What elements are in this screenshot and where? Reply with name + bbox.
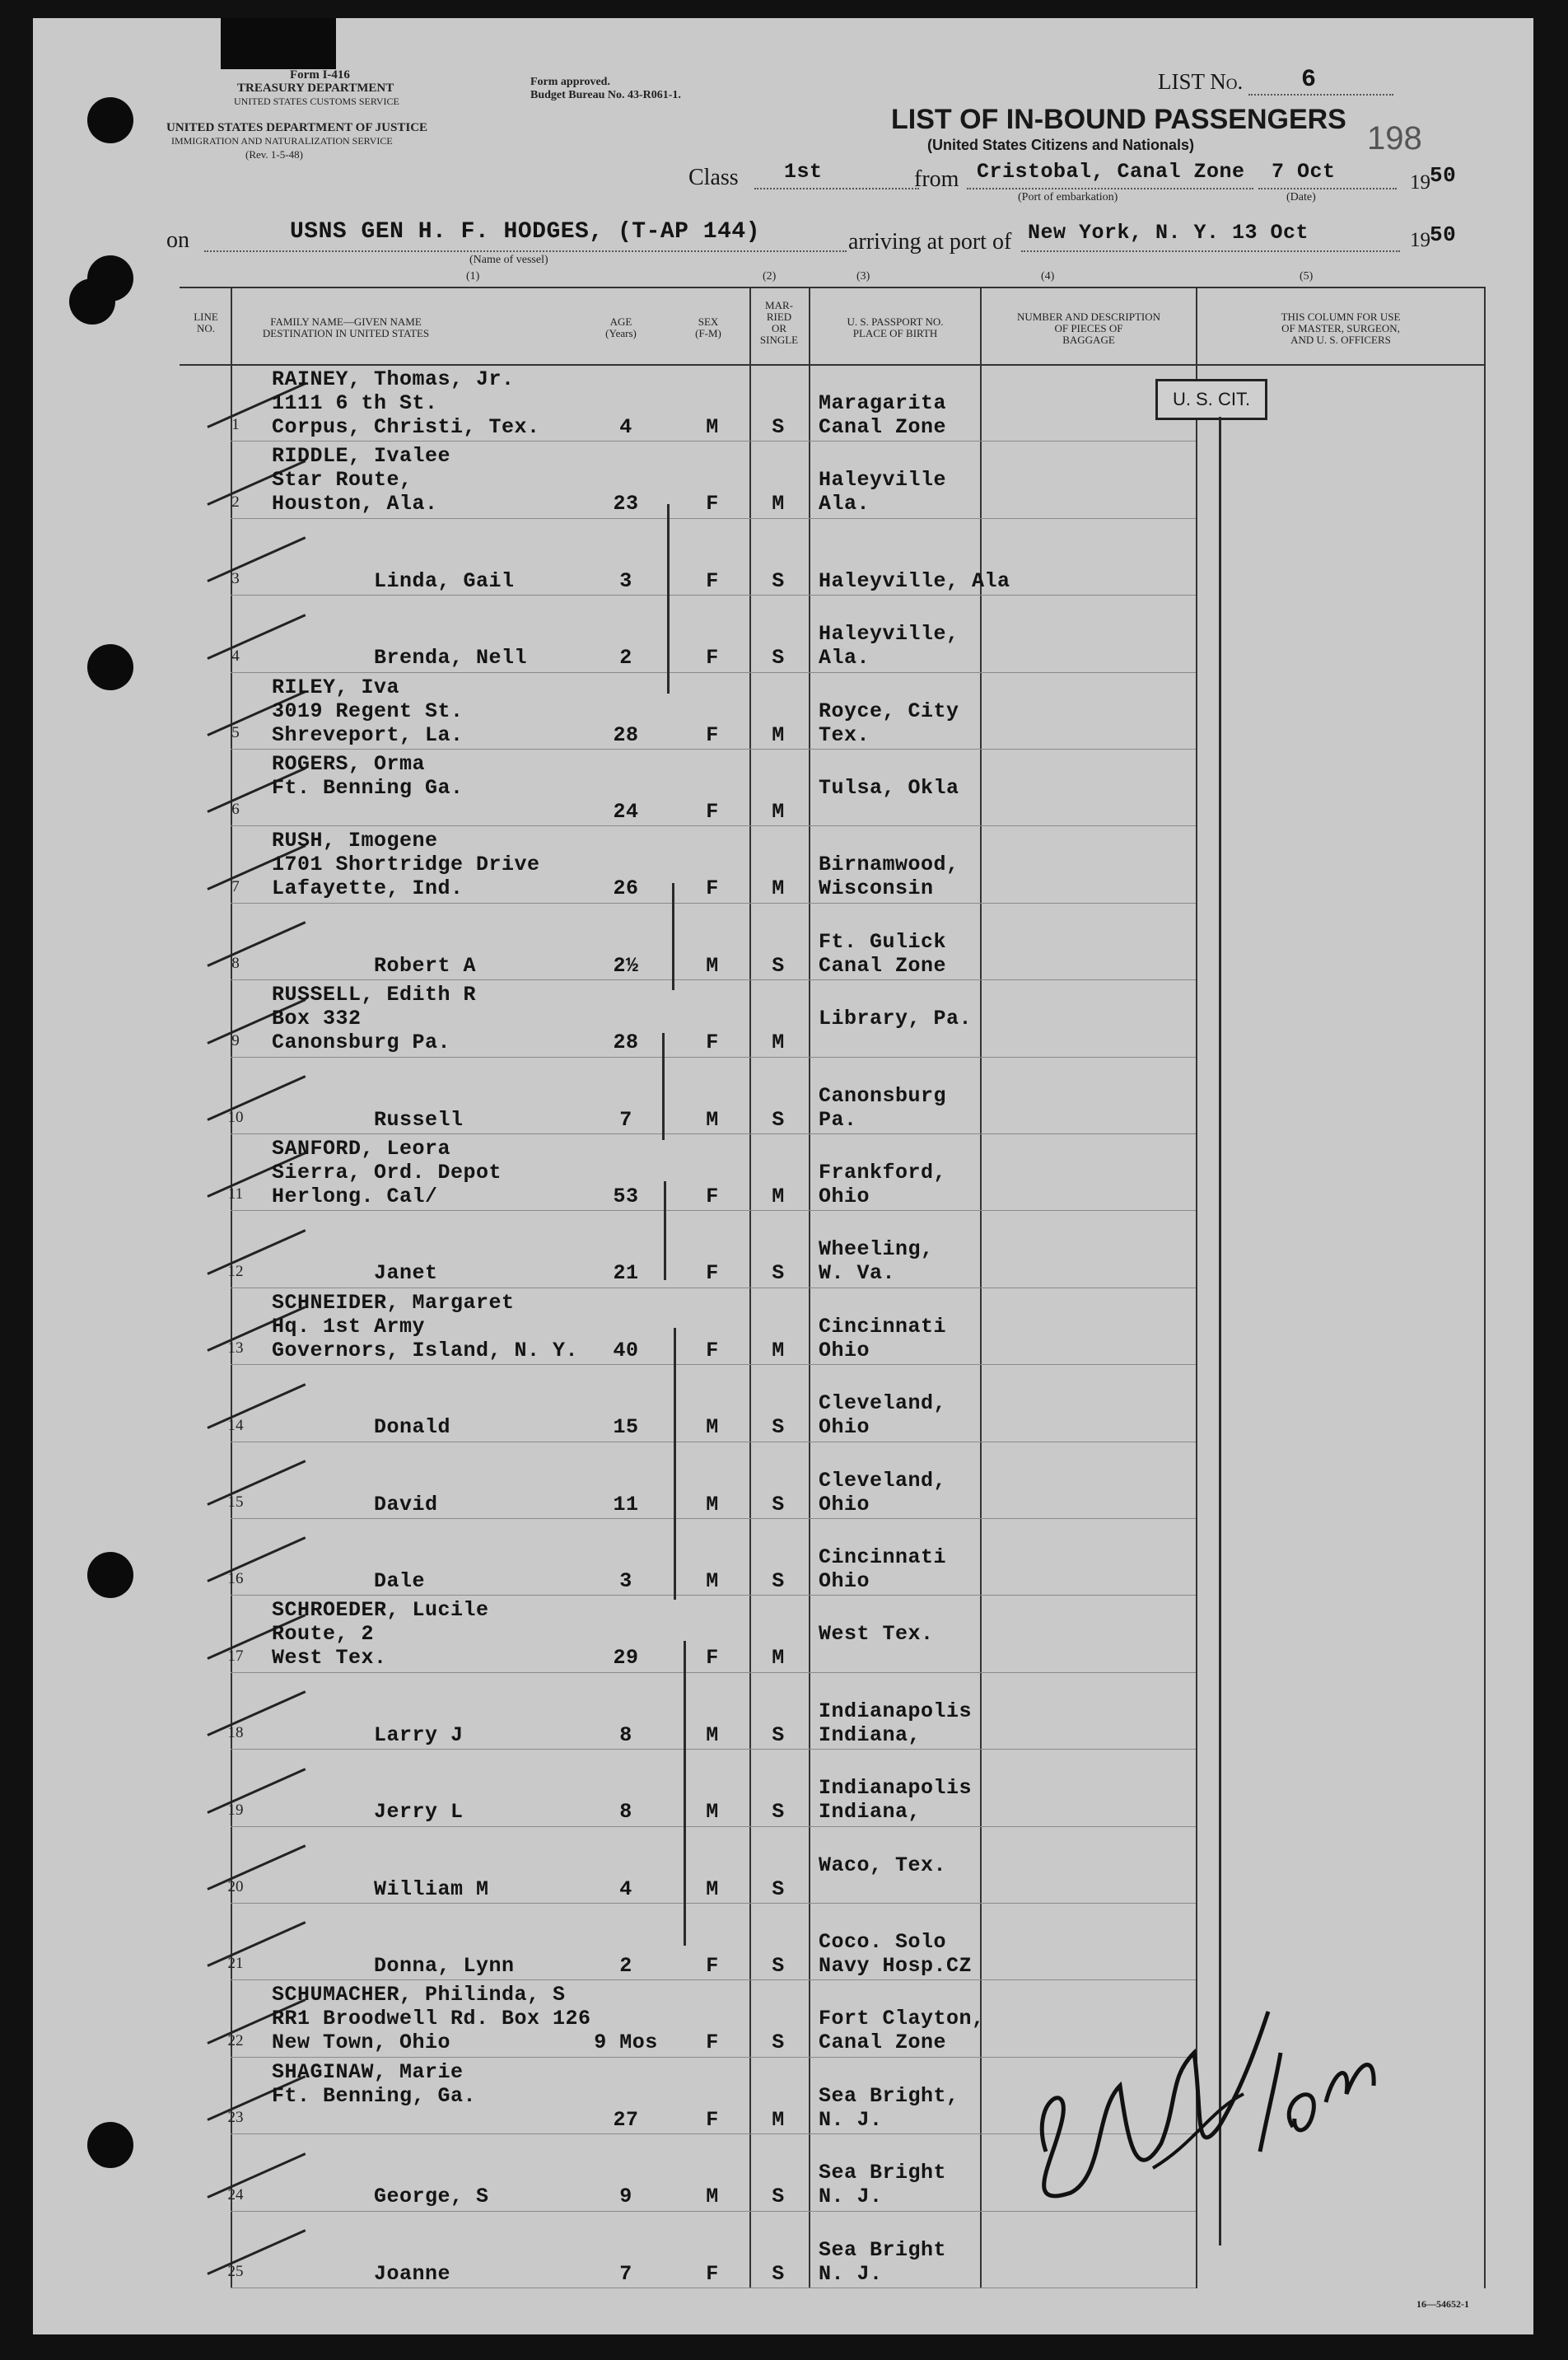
place-of-birth-line: N. J. bbox=[819, 2185, 883, 2209]
place-of-birth-line: Canonsburg bbox=[819, 1083, 947, 1108]
family-bracket bbox=[667, 504, 670, 694]
passenger-name-line: David bbox=[272, 1492, 438, 1516]
passenger-name-line: Shreveport, La. bbox=[272, 722, 464, 747]
header-passport: U. S. PASSPORT NO. PLACE OF BIRTH bbox=[847, 315, 944, 339]
place-of-birth-line: Canal Zone bbox=[819, 2031, 947, 2055]
header-baggage: NUMBER AND DESCRIPTION OF PIECES OF BAGGAGE bbox=[1016, 311, 1161, 346]
row-divider bbox=[231, 903, 1196, 904]
date-caption: (Date) bbox=[1286, 191, 1316, 203]
passenger-name-line: Dale bbox=[272, 1569, 426, 1593]
passenger-age: 2 bbox=[619, 1954, 632, 1978]
passenger-name-line: 3019 Regent St. bbox=[272, 699, 464, 723]
place-of-birth-line: Cleveland, bbox=[819, 1468, 947, 1493]
marital-status: S bbox=[772, 415, 785, 439]
punch-hole bbox=[87, 2122, 133, 2168]
passenger-sex: F bbox=[706, 2261, 719, 2286]
passenger-sex: F bbox=[706, 492, 719, 516]
year1-prefix: 19 bbox=[1410, 171, 1430, 194]
marital-status: S bbox=[772, 1107, 785, 1132]
row-divider bbox=[231, 1826, 1196, 1827]
place-of-birth-line: Cleveland, bbox=[819, 1391, 947, 1416]
on-label: on bbox=[166, 227, 189, 253]
list-number-line bbox=[1248, 94, 1393, 96]
row-divider bbox=[231, 518, 1196, 519]
place-of-birth-line: N. J. bbox=[819, 2261, 883, 2286]
passenger-name-line: Robert A bbox=[272, 953, 477, 978]
passenger-age: 8 bbox=[619, 1800, 632, 1825]
page-stamp-number: 198 bbox=[1367, 120, 1422, 157]
place-of-birth-line: West Tex. bbox=[819, 1622, 934, 1647]
line-number: 10 bbox=[227, 1109, 244, 1126]
passenger-name-line: Lafayette, Ind. bbox=[272, 876, 464, 901]
row-divider bbox=[231, 825, 1196, 826]
marital-status: S bbox=[772, 1800, 785, 1825]
from-line bbox=[967, 188, 1253, 189]
corner-mark bbox=[221, 18, 336, 69]
customs-service: UNITED STATES CUSTOMS SERVICE bbox=[234, 96, 399, 107]
passenger-age: 4 bbox=[619, 1876, 632, 1901]
list-label: LIST No. bbox=[1158, 69, 1244, 94]
passenger-sex: M bbox=[706, 1107, 719, 1132]
line-number: 25 bbox=[227, 2263, 244, 2280]
place-of-birth-line: Ohio bbox=[819, 1185, 870, 1208]
passenger-name-line: 1701 Shortridge Drive bbox=[272, 853, 540, 877]
passenger-name-line: Donna, Lynn bbox=[272, 1954, 515, 1978]
family-bracket bbox=[684, 1641, 686, 1946]
passenger-age: 3 bbox=[619, 568, 632, 593]
passenger-name-line: Houston, Ala. bbox=[272, 492, 438, 516]
place-of-birth-line: Ohio bbox=[819, 1415, 870, 1440]
arrival-value: New York, N. Y. 13 Oct bbox=[1028, 221, 1309, 245]
passenger-name-line: Herlong. Cal/ bbox=[272, 1185, 438, 1208]
passenger-sex: M bbox=[706, 2185, 719, 2209]
passenger-age: 9 bbox=[619, 2185, 632, 2209]
col-number-5: (5) bbox=[1300, 270, 1314, 283]
passenger-sex: M bbox=[706, 1492, 719, 1516]
row-divider bbox=[231, 1364, 1196, 1365]
passenger-name-line: William M bbox=[272, 1876, 489, 1901]
row-divider bbox=[231, 672, 1196, 673]
passenger-age: 53 bbox=[613, 1185, 639, 1208]
passenger-sex: F bbox=[706, 1185, 719, 1208]
departure-date: 7 Oct bbox=[1272, 160, 1336, 184]
passenger-age: 8 bbox=[619, 1722, 632, 1747]
marital-status: S bbox=[772, 2185, 785, 2209]
passenger-name-line: RILEY, Iva bbox=[272, 675, 400, 699]
line-number: 20 bbox=[227, 1878, 244, 1895]
header-name: FAMILY NAME—GIVEN NAME DESTINATION IN UNITED STATES bbox=[262, 315, 430, 339]
row-divider bbox=[231, 1210, 1196, 1211]
marital-status: M bbox=[772, 492, 785, 516]
passenger-name-line: SCHNEIDER, Margaret bbox=[272, 1290, 515, 1315]
place-of-birth-line: Sea Bright bbox=[819, 2237, 947, 2262]
list-number: 6 bbox=[1301, 66, 1317, 94]
form-subtitle: (United States Citizens and Nationals) bbox=[927, 137, 1195, 153]
passenger-name-line: Box 332 bbox=[272, 1007, 362, 1031]
passenger-name-line: Star Route, bbox=[272, 468, 413, 493]
line-number: 4 bbox=[231, 647, 240, 665]
header-officers: THIS COLUMN FOR USE OF MASTER, SURGEON, AND U. S. OFFICERS bbox=[1281, 311, 1401, 346]
vessel-caption: (Name of vessel) bbox=[469, 254, 548, 266]
family-bracket bbox=[674, 1328, 676, 1600]
marital-status: M bbox=[772, 722, 785, 747]
header-sex: SEX (F-M) bbox=[695, 315, 721, 339]
passenger-age: 15 bbox=[613, 1415, 639, 1440]
passenger-sex: F bbox=[706, 1954, 719, 1978]
passenger-age: 23 bbox=[613, 492, 639, 516]
family-bracket bbox=[672, 883, 674, 990]
line-number: 13 bbox=[227, 1339, 244, 1358]
from-label: from bbox=[914, 166, 959, 192]
marital-status: S bbox=[772, 1722, 785, 1747]
passenger-name-line: RIDDLE, Ivalee bbox=[272, 444, 451, 469]
row-divider bbox=[231, 979, 1196, 980]
passenger-sex: F bbox=[706, 646, 719, 671]
punch-hole bbox=[87, 644, 133, 690]
from-value: Cristobal, Canal Zone bbox=[977, 160, 1245, 184]
passenger-sex: M bbox=[706, 953, 719, 978]
line-number: 1 bbox=[231, 416, 240, 434]
arrival-line bbox=[1021, 250, 1400, 252]
passenger-sex: M bbox=[706, 1415, 719, 1440]
form-approved: Form approved. bbox=[530, 76, 610, 88]
passenger-name-line: SCHUMACHER, Philinda, S bbox=[272, 1983, 566, 2007]
line-number: 22 bbox=[227, 2031, 244, 2049]
place-of-birth-line: Indianapolis bbox=[819, 1699, 973, 1723]
marital-status: S bbox=[772, 568, 785, 593]
line-number: 21 bbox=[227, 1955, 244, 1973]
passenger-name-line: Donald bbox=[272, 1415, 451, 1440]
line-number: 8 bbox=[231, 955, 240, 973]
family-bracket bbox=[662, 1033, 665, 1140]
passenger-name-line: Hq. 1st Army bbox=[272, 1314, 426, 1339]
line-number: 7 bbox=[231, 877, 240, 895]
line-number: 15 bbox=[227, 1493, 244, 1511]
passenger-name-line: George, S bbox=[272, 2185, 489, 2209]
passenger-name-line: Janet bbox=[272, 1261, 438, 1286]
passenger-name-line: Joanne bbox=[272, 2261, 451, 2286]
table-top-rule bbox=[180, 287, 1484, 288]
place-of-birth-line: Ala. bbox=[819, 646, 870, 671]
place-of-birth-line: Tex. bbox=[819, 722, 870, 747]
col-rule bbox=[1484, 287, 1486, 2288]
col-number-4: (4) bbox=[1041, 270, 1055, 283]
marital-status: S bbox=[772, 2261, 785, 2286]
passenger-age: 40 bbox=[613, 1338, 639, 1362]
footer-code: 16—54652-1 bbox=[1416, 2298, 1469, 2310]
class-value: 1st bbox=[784, 160, 823, 184]
passenger-name-line: 1111 6 th St. bbox=[272, 391, 438, 415]
budget-bureau: Budget Bureau No. 43-R061-1. bbox=[530, 89, 681, 101]
passenger-name-line: Governors, Island, N. Y. bbox=[272, 1338, 579, 1362]
place-of-birth-line: Wheeling, bbox=[819, 1237, 934, 1262]
col-number-3: (3) bbox=[856, 270, 870, 283]
place-of-birth-line: Royce, City bbox=[819, 699, 959, 723]
row-divider bbox=[231, 1057, 1196, 1058]
place-of-birth-line: Haleyville bbox=[819, 468, 947, 493]
place-of-birth-line: Coco. Solo bbox=[819, 1930, 947, 1954]
passenger-name-line: Route, 2 bbox=[272, 1622, 375, 1647]
passenger-name-line: Ft. Benning, Ga. bbox=[272, 2083, 477, 2108]
passenger-sex: F bbox=[706, 722, 719, 747]
passenger-name-line: RUSH, Imogene bbox=[272, 829, 438, 853]
place-of-birth-line: Indianapolis bbox=[819, 1776, 973, 1801]
row-divider bbox=[231, 595, 1196, 596]
revision-date: (Rev. 1-5-48) bbox=[245, 148, 303, 161]
marital-status: S bbox=[772, 1415, 785, 1440]
place-of-birth-line: Cincinnati bbox=[819, 1545, 947, 1569]
place-of-birth-line: Library, Pa. bbox=[819, 1007, 973, 1031]
handwritten-signature bbox=[996, 1979, 1392, 2226]
place-of-birth-line: Haleyville, Ala bbox=[819, 568, 1010, 593]
place-of-birth-line: Navy Hosp.CZ bbox=[819, 1954, 973, 1978]
passenger-name-line: Canonsburg Pa. bbox=[272, 1030, 451, 1055]
marital-status: S bbox=[772, 1954, 785, 1978]
passenger-name-line: SHAGINAW, Marie bbox=[272, 2059, 464, 2084]
passenger-name-line: Russell bbox=[272, 1107, 464, 1132]
vessel-name: USNS GEN H. F. HODGES, (T-AP 144) bbox=[290, 219, 760, 245]
treasury-department: TREASURY DEPARTMENT bbox=[237, 82, 394, 95]
passenger-age: 11 bbox=[613, 1492, 639, 1516]
passenger-sex: F bbox=[706, 800, 719, 824]
passenger-sex: F bbox=[706, 568, 719, 593]
passenger-name-line: Larry J bbox=[272, 1722, 464, 1747]
place-of-birth-line: Ohio bbox=[819, 1492, 870, 1516]
place-of-birth-line: Sea Bright bbox=[819, 2161, 947, 2185]
passenger-age: 28 bbox=[613, 722, 639, 747]
punch-hole bbox=[69, 278, 115, 325]
place-of-birth-line: Indiana, bbox=[819, 1722, 922, 1747]
marital-status: S bbox=[772, 2031, 785, 2055]
family-bracket bbox=[664, 1181, 666, 1280]
place-of-birth-line: Tulsa, Okla bbox=[819, 776, 959, 800]
marital-status: M bbox=[772, 800, 785, 824]
col-number-2: (2) bbox=[763, 270, 777, 283]
passenger-sex: F bbox=[706, 876, 719, 901]
marital-status: S bbox=[772, 1261, 785, 1286]
marital-status: S bbox=[772, 1876, 785, 1901]
line-number: 16 bbox=[227, 1570, 244, 1588]
passenger-age: 9 Mos bbox=[594, 2031, 658, 2055]
place-of-birth-line: Canal Zone bbox=[819, 415, 947, 439]
place-of-birth-line: Ohio bbox=[819, 1569, 870, 1593]
marital-status: M bbox=[772, 1338, 785, 1362]
form-title: LIST OF IN-BOUND PASSENGERS bbox=[891, 104, 1346, 135]
passenger-age: 7 bbox=[619, 1107, 632, 1132]
class-line bbox=[754, 188, 919, 189]
place-of-birth-line: Sea Bright, bbox=[819, 2083, 959, 2108]
place-of-birth-line: Canal Zone bbox=[819, 953, 947, 978]
line-number: 17 bbox=[227, 1647, 244, 1665]
passenger-name-line: New Town, Ohio bbox=[272, 2031, 451, 2055]
passenger-name-line: Linda, Gail bbox=[272, 568, 515, 593]
marital-status: S bbox=[772, 646, 785, 671]
marital-status: S bbox=[772, 1492, 785, 1516]
line-number: 11 bbox=[227, 1185, 244, 1203]
place-of-birth-line: Haleyville, bbox=[819, 622, 959, 647]
punch-hole bbox=[87, 1552, 133, 1598]
row-divider bbox=[231, 1749, 1196, 1750]
passenger-sex: F bbox=[706, 1030, 719, 1055]
passenger-sex: F bbox=[706, 1646, 719, 1671]
passenger-name-line: West Tex. bbox=[272, 1646, 387, 1671]
marital-status: M bbox=[772, 1185, 785, 1208]
row-divider bbox=[231, 749, 1196, 750]
justice-department: UNITED STATES DEPARTMENT OF JUSTICE bbox=[166, 121, 428, 134]
port-embark-caption: (Port of embarkation) bbox=[1018, 191, 1118, 203]
place-of-birth-line: Ohio bbox=[819, 1338, 870, 1362]
header-married: MAR- RIED OR SINGLE bbox=[759, 299, 799, 346]
passenger-name-line: RAINEY, Thomas, Jr. bbox=[272, 367, 515, 391]
arriving-label: arriving at port of bbox=[848, 229, 1012, 255]
line-number: 24 bbox=[227, 2185, 244, 2203]
marital-status: S bbox=[772, 953, 785, 978]
passenger-age: 2 bbox=[619, 646, 632, 671]
row-divider bbox=[231, 1287, 1196, 1288]
marital-status: M bbox=[772, 876, 785, 901]
row-divider bbox=[231, 1903, 1196, 1904]
line-number: 23 bbox=[227, 2109, 244, 2127]
line-number: 6 bbox=[231, 801, 240, 819]
passenger-age: 26 bbox=[613, 876, 639, 901]
punch-hole bbox=[87, 97, 133, 143]
manifest-sheet bbox=[33, 18, 1533, 2334]
passenger-name-line: SANFORD, Leora bbox=[272, 1137, 451, 1161]
year2-prefix: 19 bbox=[1410, 229, 1430, 251]
header-line-no: LINE NO. bbox=[194, 311, 218, 334]
date-line bbox=[1258, 188, 1397, 189]
vessel-line bbox=[204, 250, 847, 252]
place-of-birth-line: Ala. bbox=[819, 492, 870, 516]
place-of-birth-line: Ft. Gulick bbox=[819, 929, 947, 954]
passenger-name-line: Sierra, Ord. Depot bbox=[272, 1161, 502, 1185]
place-of-birth-line: Frankford, bbox=[819, 1161, 947, 1185]
marital-status: M bbox=[772, 1646, 785, 1671]
passenger-sex: F bbox=[706, 1261, 719, 1286]
line-number: 19 bbox=[227, 1801, 244, 1819]
row-divider bbox=[231, 1518, 1196, 1519]
place-of-birth-line: Wisconsin bbox=[819, 876, 934, 901]
us-citizen-stamp: U. S. CIT. bbox=[1155, 379, 1267, 420]
place-of-birth-line: Fort Clayton, bbox=[819, 2007, 985, 2031]
class-label: Class bbox=[688, 165, 739, 190]
line-number: 18 bbox=[227, 1724, 244, 1742]
passenger-name-line: Jerry L bbox=[272, 1800, 464, 1825]
place-of-birth-line: Maragarita bbox=[819, 391, 947, 415]
passenger-age: 3 bbox=[619, 1569, 632, 1593]
passenger-sex: M bbox=[706, 1722, 719, 1747]
immigration-service: IMMIGRATION AND NATURALIZATION SERVICE bbox=[171, 135, 393, 147]
form-number: Form I-416 bbox=[290, 68, 350, 82]
passenger-sex: M bbox=[706, 1569, 719, 1593]
place-of-birth-line: W. Va. bbox=[819, 1261, 896, 1286]
row-divider bbox=[231, 1133, 1196, 1134]
passenger-sex: F bbox=[706, 1338, 719, 1362]
passenger-age: 2½ bbox=[613, 953, 639, 978]
row-divider bbox=[231, 441, 1196, 442]
place-of-birth-line: Pa. bbox=[819, 1107, 857, 1132]
line-number: 3 bbox=[231, 570, 240, 588]
header-age: AGE (Years) bbox=[605, 315, 637, 339]
marital-status: S bbox=[772, 1569, 785, 1593]
passenger-age: 21 bbox=[613, 1261, 639, 1286]
passenger-name-line: SCHROEDER, Lucile bbox=[272, 1598, 489, 1623]
passenger-sex: F bbox=[706, 2107, 719, 2132]
marital-status: M bbox=[772, 1030, 785, 1055]
passenger-age: 4 bbox=[619, 415, 632, 439]
passenger-name-line: RUSSELL, Edith R bbox=[272, 983, 477, 1007]
passenger-age: 28 bbox=[613, 1030, 639, 1055]
passenger-name-line: Ft. Benning Ga. bbox=[272, 776, 464, 800]
place-of-birth-line: Birnamwood, bbox=[819, 853, 959, 877]
place-of-birth-line: Indiana, bbox=[819, 1800, 922, 1825]
col-number-1: (1) bbox=[466, 270, 480, 283]
year1-suffix: 50 bbox=[1430, 163, 1457, 188]
place-of-birth-line: N. J. bbox=[819, 2107, 883, 2132]
passenger-name-line: RR1 Broodwell Rd. Box 126 bbox=[272, 2007, 591, 2031]
line-number: 2 bbox=[231, 493, 240, 511]
line-number: 12 bbox=[227, 1262, 244, 1280]
passenger-name-line: Corpus, Christi, Tex. bbox=[272, 415, 540, 439]
passenger-age: 24 bbox=[613, 800, 639, 824]
passenger-sex: M bbox=[706, 1876, 719, 1901]
passenger-name-line: ROGERS, Orma bbox=[272, 752, 426, 776]
line-number: 5 bbox=[231, 724, 240, 741]
passenger-age: 29 bbox=[613, 1646, 639, 1671]
header-bottom-rule bbox=[180, 364, 1484, 366]
passenger-sex: F bbox=[706, 2031, 719, 2055]
row-divider bbox=[231, 1672, 1196, 1673]
place-of-birth-line: Waco, Tex. bbox=[819, 1853, 947, 1877]
line-number: 14 bbox=[227, 1416, 244, 1434]
passenger-sex: M bbox=[706, 1800, 719, 1825]
place-of-birth-line: Cincinnati bbox=[819, 1314, 947, 1339]
passenger-name-line: Brenda, Nell bbox=[272, 646, 528, 671]
line-number: 9 bbox=[231, 1031, 240, 1049]
passenger-age: 27 bbox=[613, 2107, 639, 2132]
passenger-age: 7 bbox=[619, 2261, 632, 2286]
row-divider bbox=[231, 1595, 1196, 1596]
marital-status: M bbox=[772, 2107, 785, 2132]
year2-suffix: 50 bbox=[1430, 222, 1457, 247]
passenger-sex: M bbox=[706, 415, 719, 439]
stamp-line bbox=[1219, 417, 1221, 2246]
